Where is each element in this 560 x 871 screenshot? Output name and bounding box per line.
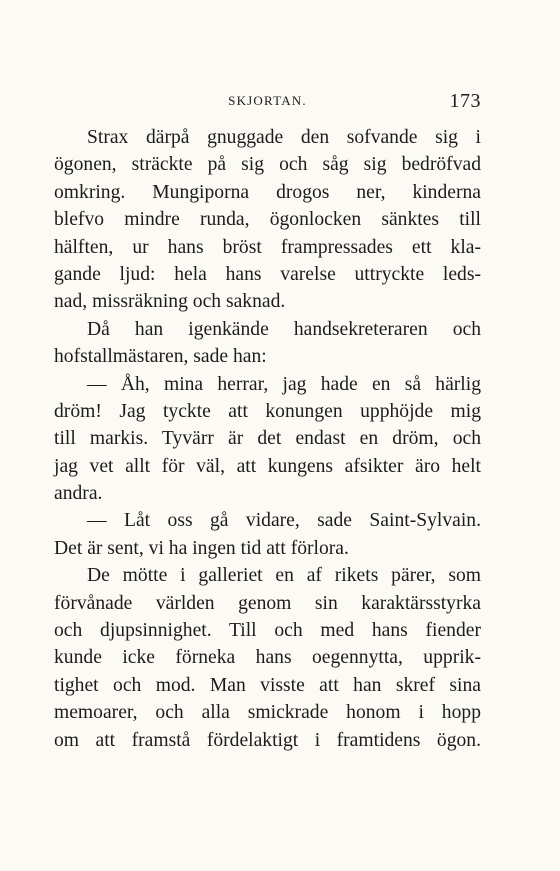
text-line: tighet och mod. Man visste att han skref sina [54,674,481,696]
text-line: Det är sent, vi ha ingen tid att förlora. [54,537,349,559]
running-title: SKJORTAN. [228,93,307,108]
text-line: omkring. Mungiporna drogos ner, kinderna [54,181,481,203]
text-line: — Åh, mina herrar, jag hade en så härlig [87,373,481,395]
text-line: ögonen, sträckte på sig och såg sig bedröfvad [54,154,481,176]
text-line: memoarer, och alla smickrade honom i hopp [54,702,481,724]
text-line: och djupsinnighet. Till och med hans fiender [54,620,481,642]
text-line: gande ljud: hela hans varelse uttryckte leds- [54,263,481,285]
text-line: andra. [54,483,103,505]
page-number: 173 [449,90,481,112]
text-line: förvånade världen genom sin karaktärsstyrka [54,592,481,614]
text-line: Strax därpå gnuggade den sofvande sig i [87,127,481,148]
text-line: dröm! Jag tyckte att konungen upphöjde mig [54,400,481,422]
body-text [54,124,481,754]
text-line: hofstallmästaren, sade han: [54,346,267,368]
text-line: kunde icke förneka hans oegennytta, upprik- [54,647,481,669]
text-line: De mötte i galleriet en af rikets pärer, som [87,565,481,587]
running-head [54,90,481,116]
text-line: nad, missräkning och saknad. [54,291,286,313]
text-line: Då han igenkände handsekreteraren och [87,318,481,340]
text-line: om att framstå fördelaktigt i framtidens ögon. [54,729,481,751]
text-line: blefvo mindre runda, ögonlocken sänktes till [54,209,481,231]
text-line: hälften, ur hans bröst frampressades ett kla- [54,236,481,258]
text-line: till markis. Tyvärr är det endast en dröm, och [54,428,481,450]
text-line: jag vet allt för väl, att kungens afsikter äro helt [54,455,481,477]
text-line: — Låt oss gå vidare, sade Saint-Sylvain. [87,510,481,532]
